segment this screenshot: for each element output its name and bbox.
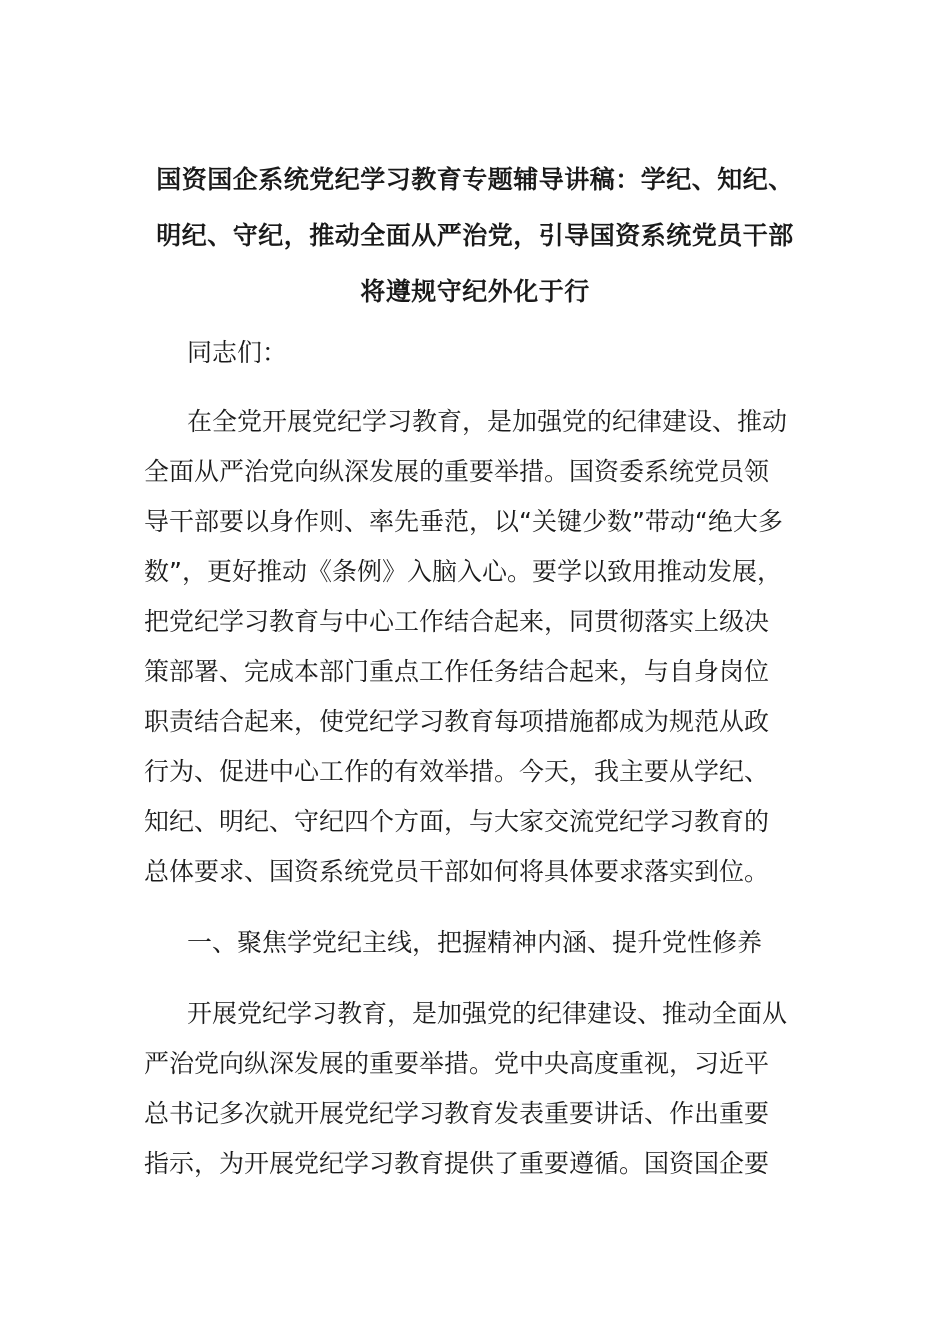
paragraph-line: 开展党纪学习教育，是加强党的纪律建设、推动全面从 [187,999,788,1028]
paragraph-2 [144,989,824,1189]
paragraph-line: 职责结合起来，使党纪学习教育每项措施都成为规范从政 [144,707,770,736]
document-title [120,152,830,320]
paragraph-line: 策部署、完成本部门重点工作任务结合起来，与自身岗位 [144,657,770,686]
paragraph-line: 指示，为开展党纪学习教育提供了重要遵循。国资国企要 [144,1149,770,1178]
title-line: 将遵规守纪外化于行 [360,277,590,306]
paragraph-line: 行为、促进中心工作的有效举措。今天，我主要从学纪、 [144,757,770,786]
paragraph-line: 数”，更好推动《条例》入脑入心。要学以致用推动发展， [144,557,782,586]
paragraph-line: 在全党开展党纪学习教育，是加强党的纪律建设、推动 [187,407,788,436]
paragraph-1 [144,397,824,897]
paragraph-line: 知纪、明纪、守纪四个方面，与大家交流党纪学习教育的 [144,807,770,836]
paragraph-line: 总体要求、国资系统党员干部如何将具体要求落实到位。 [144,857,770,886]
section-heading-1: 一、聚焦学党纪主线，把握精神内涵、提升党性修养 [187,928,763,957]
title-line: 国资国企系统党纪学习教育专题辅导讲稿：学纪、知纪、 [156,165,794,194]
paragraph-line: 总书记多次就开展党纪学习教育发表重要讲话、作出重要 [144,1099,770,1128]
greeting: 同志们： [187,338,288,367]
paragraph-line: 导干部要以身作则、率先垂范，以“关键少数”带动“绝大多 [144,507,783,536]
title-line: 明纪、守纪，推动全面从严治党，引导国资系统党员干部 [156,221,794,250]
paragraph-line: 严治党向纵深发展的重要举措。党中央高度重视，习近平 [144,1049,770,1078]
paragraph-line: 把党纪学习教育与中心工作结合起来，同贯彻落实上级决 [144,607,770,636]
paragraph-line: 全面从严治党向纵深发展的重要举措。国资委系统党员领 [144,457,770,486]
